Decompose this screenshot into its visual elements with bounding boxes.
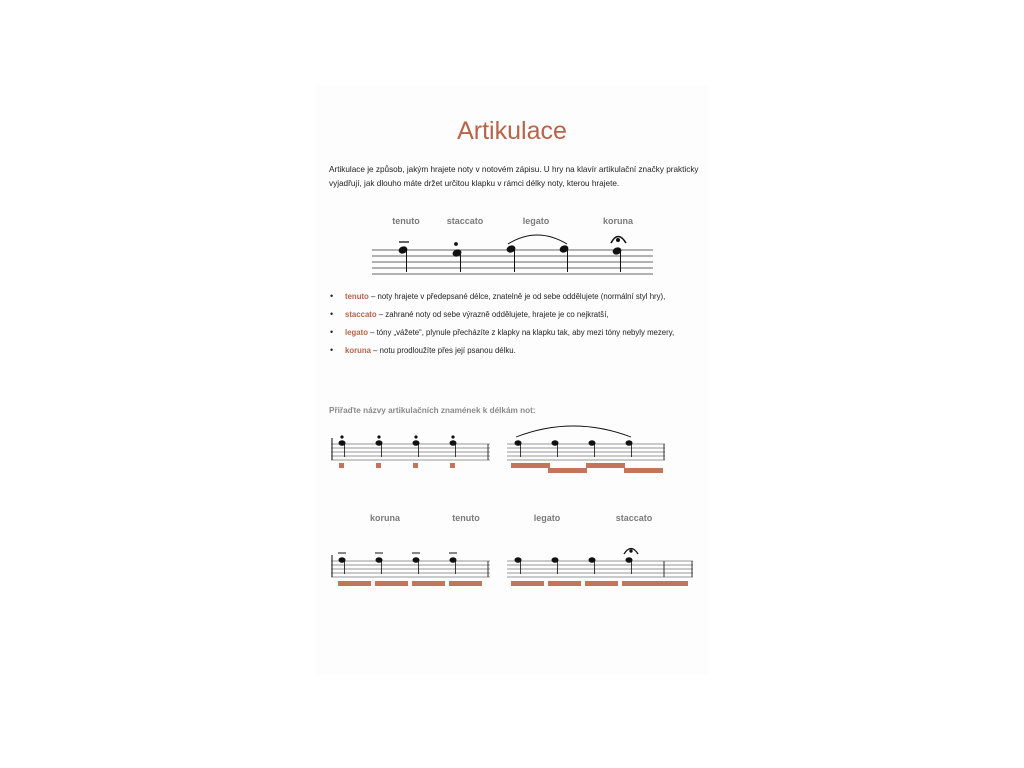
- answer-label-staccato: staccato: [615, 513, 653, 523]
- example-label-koruna: koruna: [602, 216, 634, 226]
- answer-label-koruna: koruna: [369, 513, 401, 523]
- definition-tenuto: • tenuto – noty hrajete v předepsané délce, znatelně je od sebe oddělujete (normální styl hry),: [329, 292, 709, 301]
- exercise-prompt: Přiřaďte názvy artikulačních znamének k délkám not:: [329, 406, 536, 415]
- definition-staccato: • staccato – zahrané noty od sebe výrazně oddělujete, hrajete je co nejkratší,: [329, 310, 709, 319]
- answer-label-tenuto: tenuto: [452, 513, 480, 523]
- page-title: Artikulace: [457, 117, 567, 145]
- example-label-tenuto: tenuto: [392, 216, 420, 226]
- definition-legato: • legato – tóny „vážete“, plynule přecházíte z klapky na klapku tak, aby mezi tóny nebyly mezery,: [329, 328, 709, 337]
- answer-label-legato: legato: [533, 513, 561, 523]
- example-label-legato: legato: [522, 216, 550, 226]
- intro-paragraph: Artikulace je způsob, jakým hrajete noty v notovém zápisu. U hry na klavír artikulační značky prakticky vyjadřují, jak dlouho máte držet určitou klapku v rámci délky noty, kterou hrajete.: [329, 165, 699, 188]
- definition-koruna: • koruna – notu prodloužíte přes její psanou délku.: [329, 346, 709, 355]
- definition-list: [329, 292, 709, 364]
- example-label-staccato: staccato: [446, 216, 484, 226]
